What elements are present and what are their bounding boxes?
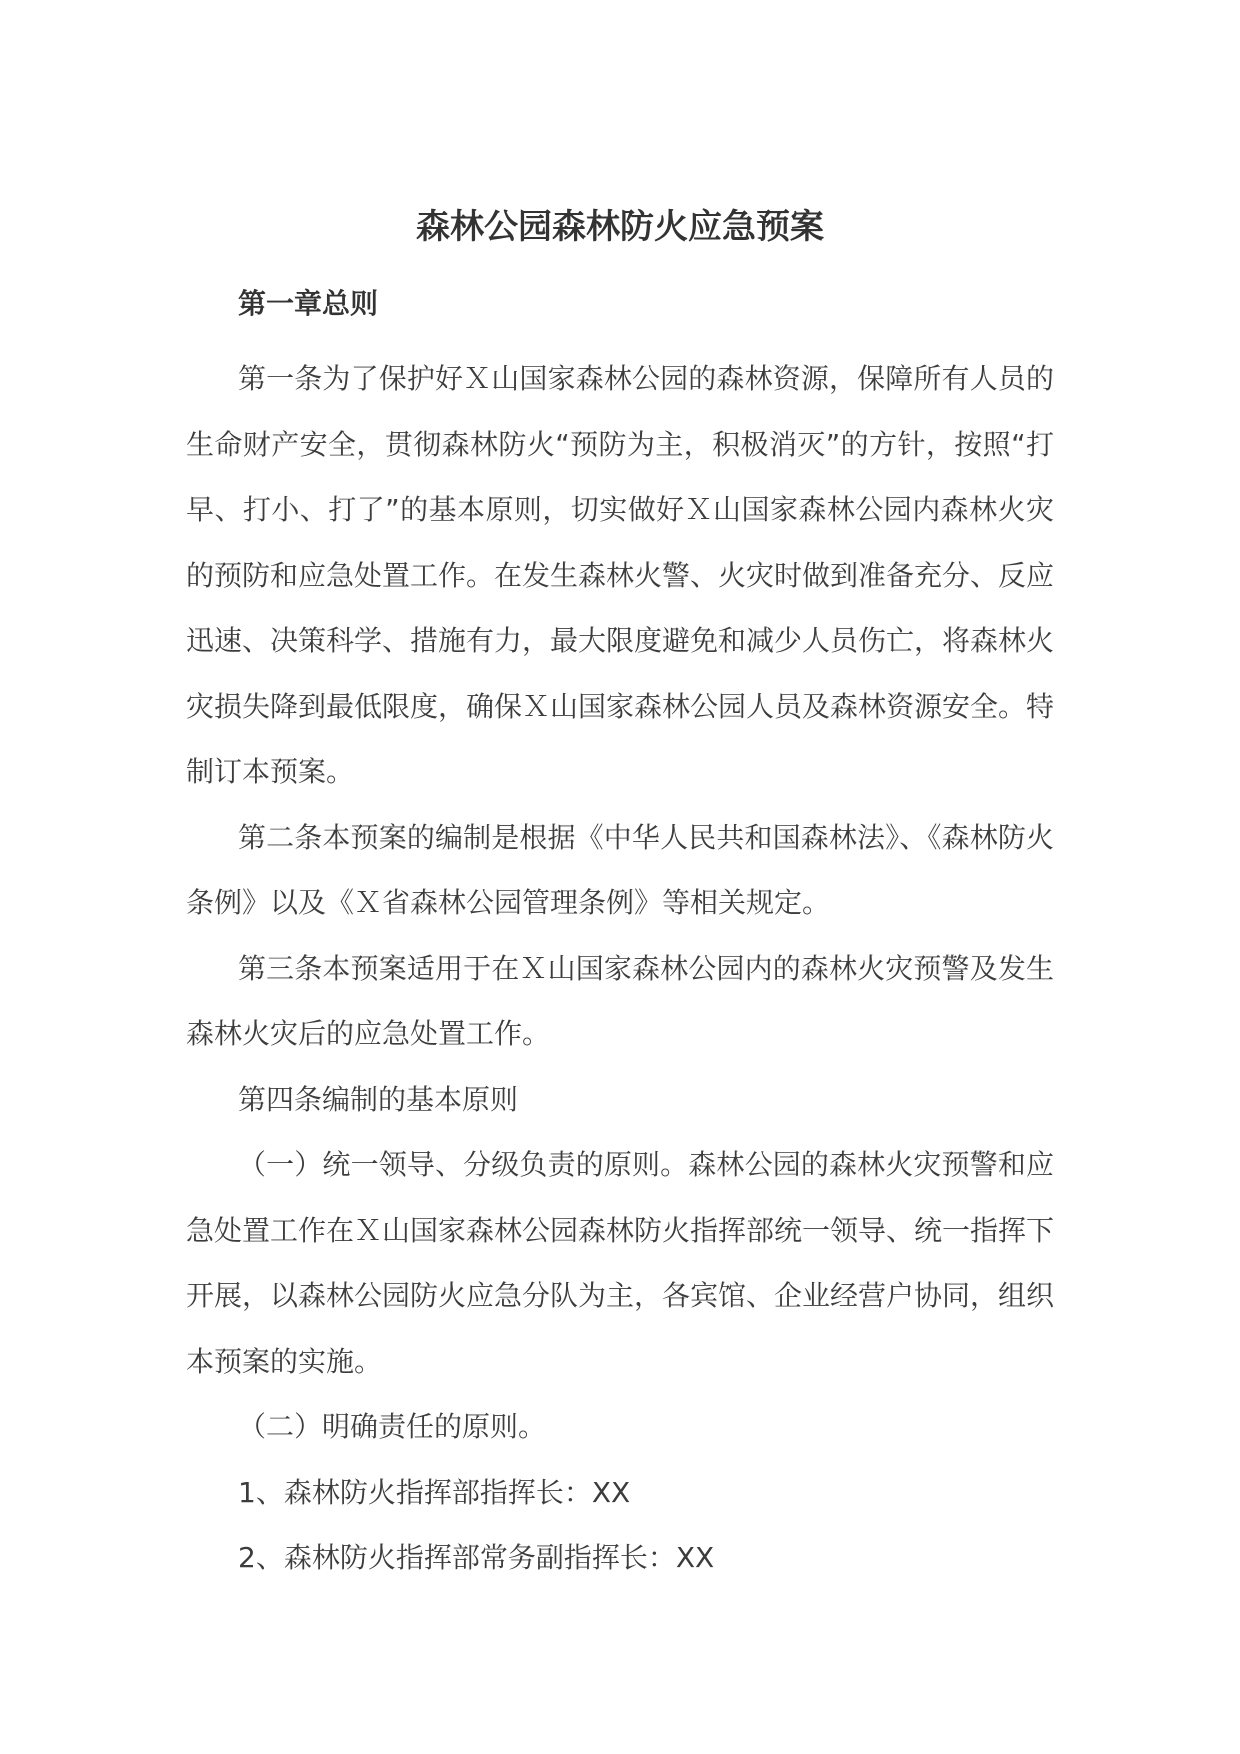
list-item-commander: 1、森林防火指挥部指挥长：XX — [238, 1475, 631, 1509]
list-item-deputy-commander: 2、森林防火指挥部常务副指挥长：XX — [238, 1541, 715, 1574]
article-3-paragraph: 第三条本预案适用于在Ｘ山国家森林公园内的森林火灾预警及发生森林火灾后的应急处置工作。 — [186, 951, 1054, 1050]
principle-1-paragraph: （一）统一领导、分级负责的原则。森林公园的森林火灾预警和应急处置工作在Ｘ山国家森林公园森林防火指挥部统一领导、统一指挥下开展，以森林公园防火应急分队为主，各宾馆、企业经营户协同，组织本预案的实施。 — [186, 1148, 1055, 1378]
chapter-heading: 第一章总则 — [238, 287, 379, 320]
principle-2-paragraph: （二）明确责任的原则。 — [238, 1410, 547, 1443]
article-4-heading: 第四条编制的基本原则 — [238, 1082, 519, 1116]
article-2-paragraph: 第二条本预案的编制是根据《中华人民共和国森林法》、《森林防火条例》以及《Ｘ省森林公园管理条例》等相关规定。 — [186, 820, 1054, 919]
article-1-paragraph: 第一条为了保护好Ｘ山国家森林公园的森林资源，保障所有人员的生命财产安全，贯彻森林防火“预防为主，积极消灭”的方针，按照“打早、打小、打了”的基本原则，切实做好Ｘ山国家森林公园内森林火灾的预防和应急处置工作。在发生森林火警、火灾时做到准备充分、反应迅速、决策科学、措施有力，最大限度避免和减少人员伤亡，将森林火灾损失降到最低限度，确保Ｘ山国家森林公园人员及森林资源安全。特制订本预案。 — [186, 362, 1055, 788]
document-title: 森林公园森林防火应急预案 — [416, 207, 824, 247]
